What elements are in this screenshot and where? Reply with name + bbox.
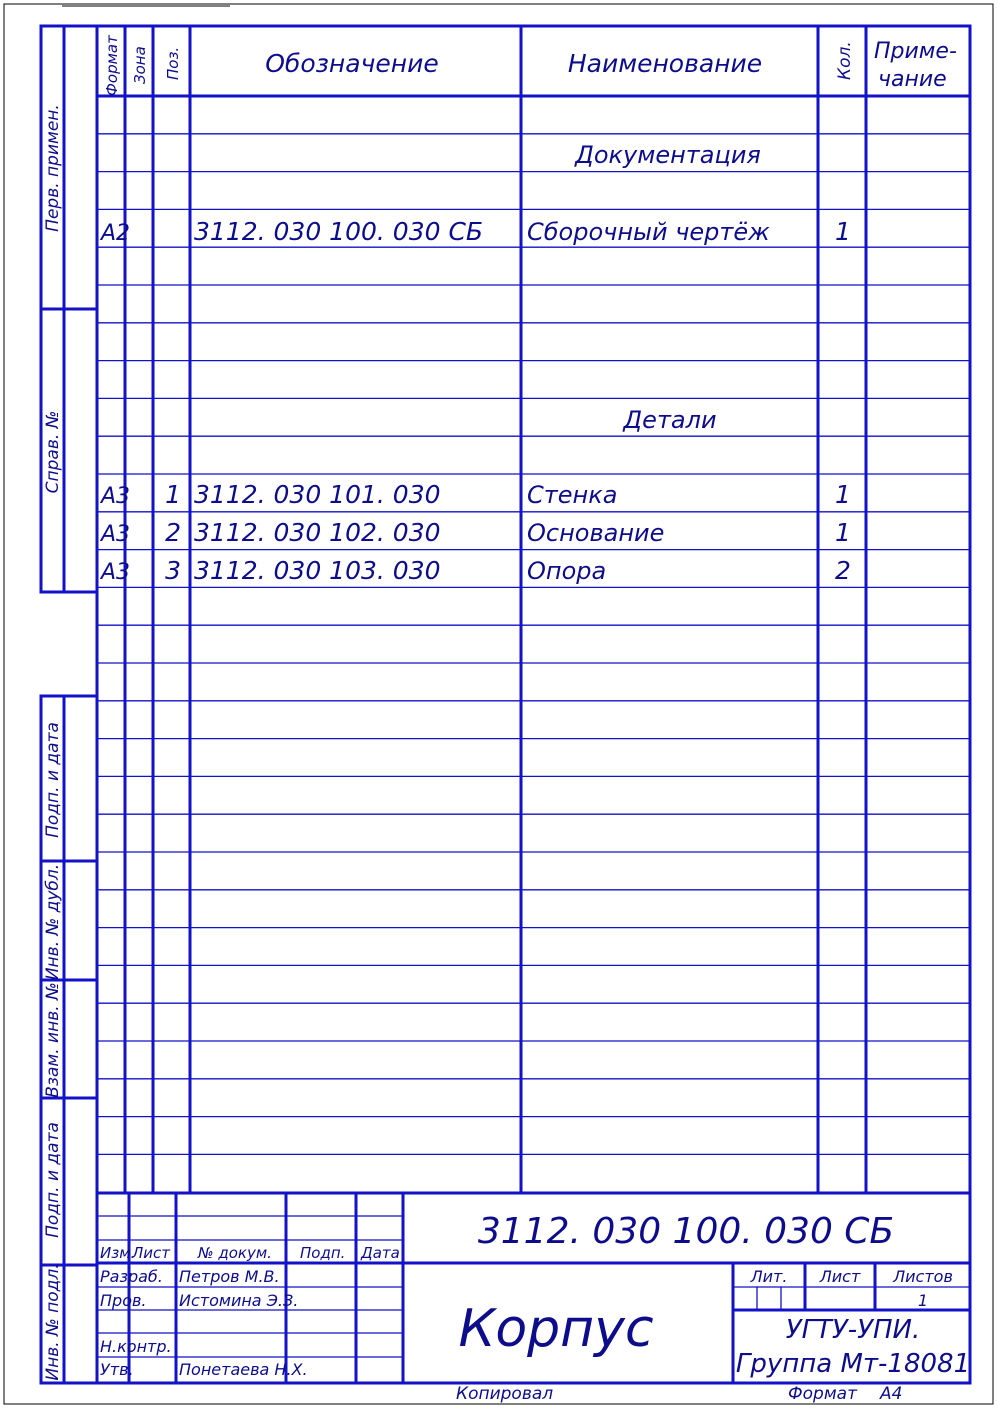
document-code: 3112. 030 100. 030 СБ (477, 1211, 895, 1252)
razrab-name: Петров М.В. (179, 1267, 280, 1286)
row-format: А2 (101, 221, 131, 246)
row-format: А3 (101, 522, 131, 547)
header-zone: Зона (131, 46, 149, 84)
label-nkontr: Н.контр. (100, 1337, 172, 1356)
row-name: Стенка (527, 481, 618, 509)
row-name: Основание (527, 519, 665, 547)
row-format: А3 (101, 560, 131, 585)
label-sheets: Листов (893, 1267, 953, 1286)
sheet-footer (456, 1384, 902, 1404)
section-heading: Детали (623, 406, 717, 434)
label-list: Лист (132, 1244, 171, 1262)
row-designation: 3112. 030 100. 030 СБ (194, 217, 484, 246)
row-pos: 2 (165, 518, 181, 547)
label-podp: Подп. (300, 1244, 346, 1262)
side-podp-i-data-2: Подп. и дата (43, 1122, 63, 1238)
row-qty: 1 (835, 217, 851, 246)
row-qty: 2 (835, 556, 851, 585)
row-pos: 3 (165, 556, 181, 585)
label-utv: Утв. (100, 1360, 134, 1379)
prov-name: Истомина Э.З. (179, 1291, 299, 1310)
org-line2: Группа Мт-18081 (735, 1349, 971, 1379)
footer-copied: Копировал (456, 1384, 554, 1404)
row-name: Опора (527, 557, 607, 585)
footer-format-label: Формат (788, 1384, 857, 1404)
frame-grid (41, 26, 970, 1383)
label-razrab: Разраб. (100, 1267, 163, 1286)
label-prov: Пров. (100, 1291, 147, 1310)
label-sheet: Лист (819, 1267, 861, 1286)
header-format: Формат (103, 35, 121, 96)
footer-format-value: А4 (880, 1384, 903, 1404)
header-qty: Кол. (835, 41, 855, 80)
label-lit: Лит. (750, 1267, 788, 1286)
title-block (100, 1211, 970, 1379)
label-data: Дата (361, 1244, 400, 1262)
header-designation: Обозначение (265, 49, 439, 78)
row-pos: 1 (165, 480, 181, 509)
row-designation: 3112. 030 103. 030 (194, 556, 441, 585)
sheets-value: 1 (917, 1291, 929, 1310)
utv-name: Понетаева Н.Х. (179, 1360, 308, 1379)
row-format: А3 (101, 484, 131, 509)
side-inv-no-podl: Инв. № подл. (43, 1263, 63, 1381)
side-podp-i-data-1: Подп. и дата (43, 722, 63, 838)
table-header (103, 34, 957, 96)
header-pos: Поз. (164, 46, 182, 80)
table-body (99, 141, 851, 585)
row-qty: 1 (835, 518, 851, 547)
org-line1: УГТУ-УПИ. (785, 1315, 921, 1345)
header-note-line2: чание (878, 67, 947, 92)
row-qty: 1 (835, 480, 851, 509)
row-name: Сборочный чертёж (527, 218, 770, 246)
side-inv-no-dubl: Инв. № дубл. (43, 863, 63, 981)
header-note-line1: Приме- (874, 39, 957, 64)
side-sprav-no: Справ. № (43, 410, 63, 494)
side-vzam-inv-no: Взам. инв. № (43, 982, 63, 1098)
row-designation: 3112. 030 102. 030 (194, 518, 441, 547)
header-name: Наименование (567, 49, 763, 78)
side-perv-primen: Перв. примен. (43, 104, 63, 232)
side-labels (43, 104, 63, 1380)
label-no-dokum: № докум. (198, 1244, 272, 1262)
row-designation: 3112. 030 101. 030 (194, 480, 441, 509)
product-name: Корпус (458, 1299, 654, 1359)
label-izm: Изм. (100, 1244, 136, 1262)
section-heading: Документация (575, 141, 761, 169)
